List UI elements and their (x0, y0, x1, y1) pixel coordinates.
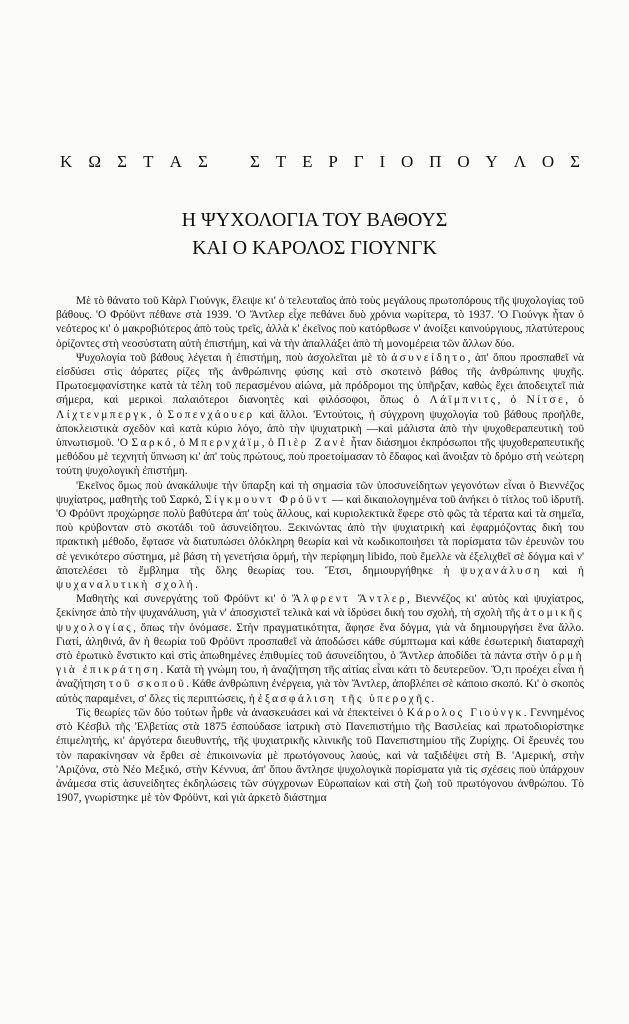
spaced-emphasis: Λάϊμπνιτς (429, 394, 498, 407)
text-run: , Βιεννέζος κι' αὐτὸς καὶ ψυχίατρος, ξεκίνησε ἀπὸ τὴν ψυχανάλυση, γιὰ ν' ἀποσχιστεῖ τελικὰ καὶ νὰ ἱδρύσει δική του σχολή, τὴ σχολὴ τῆς (56, 593, 584, 620)
paragraph-3 (56, 479, 584, 593)
text-run: , ὁ (261, 437, 278, 450)
text-run: , ἀπ' ὅπου προσπαθεῖ νὰ εἰσδύσει στὶς ἀόρατες ρίζες τῆς ἀνθρώπινης φύσης καὶ στὸ σκοτεινὸ βάθος τῆς ἀνθρώπινης ψυχῆς. Πρωτοεμφανίστηκε κατὰ τὰ τέλη τοῦ περασμένου αἰώνα, μὰ πρόδρομοι της ὑπῆρξαν, καθὼς ἔχει ἀποδειχτεῖ πιὰ σήμερα, καὶ μερικοὶ παλαιότεροι διανοητὲς καὶ φιλόσοφοι, ὅπως ὁ (56, 351, 584, 407)
text-run: . Γεννημένος στὸ Κέσβιλ τῆς 'Ελβετίας στὰ 1875 ἐσπούδασε ἰατρικὴ στὸ Πανεπιστήμιο τῆς Βασιλείας καὶ πρωτοδιορίστηκε ἐπιμελητής, κι' ἀργότερα διευθυντής, τῆς ψυχιατρικῆς κλινικῆς τοῦ Πανεπιστημίου τῆς Ζυρίχης. Οἱ ἔρευνές του τὸν παρακίνησαν νὰ ἔρθει σὲ ἐπικοινωνία μὲ πρωτόγονους λαούς, καὶ νὰ ταξιδέψει στὴ Β. 'Αμερική, στὴν 'Αριζόνα, στὸ Νέο Μεξικό, στὴν Κέννυα, ἀπ' ὅπου ἄντλησε ψυχολογικὰ πορίσματα γιὰ τὶς σχέσεις ποὺ ὑπάρχουν ἀνάμεσα στὶς ἀσυνείδητες ἐκδηλώσεις τῶν σύγχρονων Εὐρωπαίων καὶ στὴ ζωὴ τοῦ πρωτόγονου ἀνθρώπου. Τὸ 1907, γνωρίστηκε μὲ τὸν Φρόϋντ, καὶ γιὰ ἀρκετὸ διάστημα (56, 706, 585, 805)
spaced-emphasis: Σαρκό (131, 437, 173, 450)
spaced-emphasis: Σοπενχάουερ (167, 408, 255, 421)
text-run: , ὅπως τὴν ὀνόμασε. Στὴν πραγματικότητα, ἄφησε ἕνα δόγμα, γιὰ νὰ δημιουργήσει ἕνα ἄλλο. Γιατί, ἀληθινά, ἂν ἡ θεωρία τοῦ Φρόϋντ προσπαθεῖ νὰ ἀποδώσει κάθε σύμπτωμα καὶ κάθε ἐσωτερικὴ διαταραχὴ στὸ ἐρωτικὸ ἔνστικτο καὶ στὶς ἀπωθημένες ἐπιθυμίες τοῦ ἀσυνείδητου, ὁ Ἄντλερ ἀποδίδει τὰ πάντα στὴν (56, 621, 584, 663)
text-run: — καὶ δικαιολογημένα τοῦ ἀνήκει ὁ τίτλος τοῦ ἱδρυτῆ. 'Ο Φρόϋντ προχώρησε πολὺ βαθύτερα ἀπ' τοὺς ἄλλους, καὶ κυριολεκτικὰ ἔφερε στὸ φῶς τὰ τέρατα καὶ τὰ σημεῖα, ποὺ κρύβονταν στὸ σκοτάδι τοῦ ἀσυνείδητου. Ξεκινώντας ἀπὸ τὴν ψυχιατρικὴ καὶ ἐφαρμόζοντας δική του πρακτικὴ μέθοδο, ἔφτασε νὰ διατυπώσει ὁλόκληρη θεωρία καὶ νὰ κωδικοποιήσει τὰ πορίσματα τῶν ἐρευνῶν του σὲ γενικότερο σύστημα, μὲ βάση τὴ γενετήσια ὁρμή, τὴν περίφημη libido, ποὺ ἔμελλε νὰ ἐξελιχθεῖ σὲ δόγμα καὶ ν' ἀποτελέσει τὸ ἔμβλημα τῆς ὅλης θεωρίας του. Ἔτσι, δημιουργήθηκε ἡ (56, 493, 585, 577)
text-run: 'Εκεῖνος ὅμως ποὺ ἀνακάλυψε τὴν ὕπαρξη καὶ τὴ σημασία τῶν ὑποσυνείδητων γεγονότων εἶναι ὁ Βιεννέζος ψυχίατρος, μαθητὴς τοῦ Σαρκό, (56, 479, 584, 506)
author-first-name: Κ Ω Σ Τ Α Σ (60, 152, 208, 171)
text-run: . Κατὰ τὴ γνώμη του, ἡ ἀναζήτηση τῆς αἰτίας εἶναι κάτι τὸ δευτερεῦον. Ὅ,τι προέχει εἶναι ἡ ἀναζήτηση (56, 664, 584, 691)
spaced-emphasis: ψυχανάλυση (460, 564, 542, 577)
spaced-emphasis: τοῦ σκοποῦ (108, 678, 187, 691)
spaced-emphasis: ὁρμὴ γιὰ ἐπικράτηση (56, 650, 584, 677)
spaced-emphasis: ψυχαναλυτικὴ σχολή (56, 579, 196, 592)
text-run: Ψυχολογία τοῦ βάθους λέγεται ἡ ἐπιστήμη, ποὺ ἀσχολεῖται μὲ τὸ (76, 351, 392, 364)
text-run: , ὁ (172, 437, 189, 450)
text-run: . (195, 579, 198, 592)
text-run: Μὲ τὸ θάνατο τοῦ Κὰρλ Γιούνγκ, ἔλειψε κι' ὁ τελευταῖος ἀπὸ τοὺς μεγάλους πρωτοπόρους τῆς ψυχολογίας τοῦ βάθους. 'Ο Φρόϋντ πέθανε στὰ 1939. 'Ο Ἄντλερ εἶχε πεθάνει δυὸ χρόνια νωρίτερα, τὸ 1937. 'Ο Γιούνγκ ἦταν ὁ νεότερος κι' ὁ μακροβιότερος ἀπὸ τοὺς τρεῖς, ἀλλὰ κ' ἐκεῖνος ποὺ κατόρθωσε ν' ἀνοίξει καινούργιους, πλατύτερους ὁρίζοντες στὴ νεοσύστατη αὐτὴ ἐπιστήμη, καὶ νὰ τὴν ἀπαλλάξει ἀπὸ τὴ μονομέρεια τῶν ἄλλων δύο. (56, 295, 584, 350)
spaced-emphasis: Πιὲρ Ζανὲ (277, 437, 348, 450)
spaced-emphasis: Ἄλφρεντ Ἄντλερ (292, 593, 408, 606)
spaced-emphasis: Λίχτενμπεργκ (56, 408, 149, 421)
title-line-1: Η ΨΥΧΟΛΟΓΙΑ ΤΟΥ ΒΑΘΟΥΣ (181, 209, 448, 231)
spaced-emphasis: ἐξασφάλιση τῆς ὑπεροχῆς (257, 692, 432, 705)
text-run: ἦταν διάσημοι ἐκπρόσωποι τῆς ψυχοθεραπευτικῆς μεθόδου μὲ τεχνητὴ ὕπνωση κι' ἀπ' τοὺς πρώτους, ποὺ προετοίμασαν τὸ ἔδαφος καὶ ἄνοιξαν τὸ δρόμο στὴ νεώτερη τούτη ψυχολογικὴ ἐπιστήμη. (56, 437, 584, 478)
text-run: καὶ ἄλλοι. 'Εντούτοις, ἡ σύγχρονη ψυχολογία τοῦ βάθους προῆλθε, ἀποκλειστικὰ σχεδὸν καὶ κατὰ κύριο λόγο, ἀπὸ τὴν ψυχιατρικὴ —καὶ μάλιστα ἀπὸ τὴν ψυχοθεραπευτικὴ τοῦ ὑπνωτισμοῦ. 'Ο (56, 408, 584, 450)
spaced-emphasis: Νίτσε (526, 394, 566, 407)
text-run: Τὶς θεωρίες τῶν δύο τούτων ἦρθε νὰ ἀνασκευάσει καὶ νὰ ἐπεκτείνει ὁ (76, 706, 407, 719)
spaced-emphasis: ἀσυνείδητο (391, 351, 468, 364)
spaced-emphasis: Κάρολος Γιούνγκ (406, 706, 524, 719)
text-run: , ὁ (497, 394, 527, 407)
text-run: . Κάθε ἀνθρώπινη ἐνέργεια, γιὰ τὸν Ἄντλερ, ἀποβλέπει σὲ κάποιο σκοπό. Κι' ὁ σκοπὸς αὐτὸς παραμένει, σ' ὅλες τὶς περιπτώσεις, ἡ (56, 678, 584, 705)
article-title (0, 206, 629, 262)
author-last-name: Σ Τ Ε Ρ Γ Ι Ο Π Ο Υ Λ Ο Σ (250, 152, 580, 171)
text-run: Μαθητὴς καὶ συνεργάτης τοῦ Φρόϋντ κι' ὁ (76, 593, 292, 606)
paragraph-5 (56, 706, 584, 805)
paragraph-2 (56, 351, 584, 479)
article-body (56, 294, 584, 805)
author-name (60, 152, 580, 172)
spaced-emphasis: Σίγκμουντ Φρόϋντ (204, 493, 329, 506)
paragraph-1 (56, 294, 584, 351)
paragraph-4 (56, 592, 584, 706)
spaced-emphasis: Μπερνχάϊμ (188, 437, 262, 450)
spaced-emphasis: ἀτομικῆς ψυχολογίας (56, 607, 584, 634)
text-run: καὶ ἡ (541, 564, 584, 577)
title-line-2: ΚΑΙ Ο ΚΑΡΟΛΟΣ ΓΙΟΥΝΓΚ (192, 237, 437, 259)
text-run: , ὁ (148, 408, 168, 421)
text-run: . (431, 692, 435, 705)
text-run: , ὁ (565, 394, 584, 407)
